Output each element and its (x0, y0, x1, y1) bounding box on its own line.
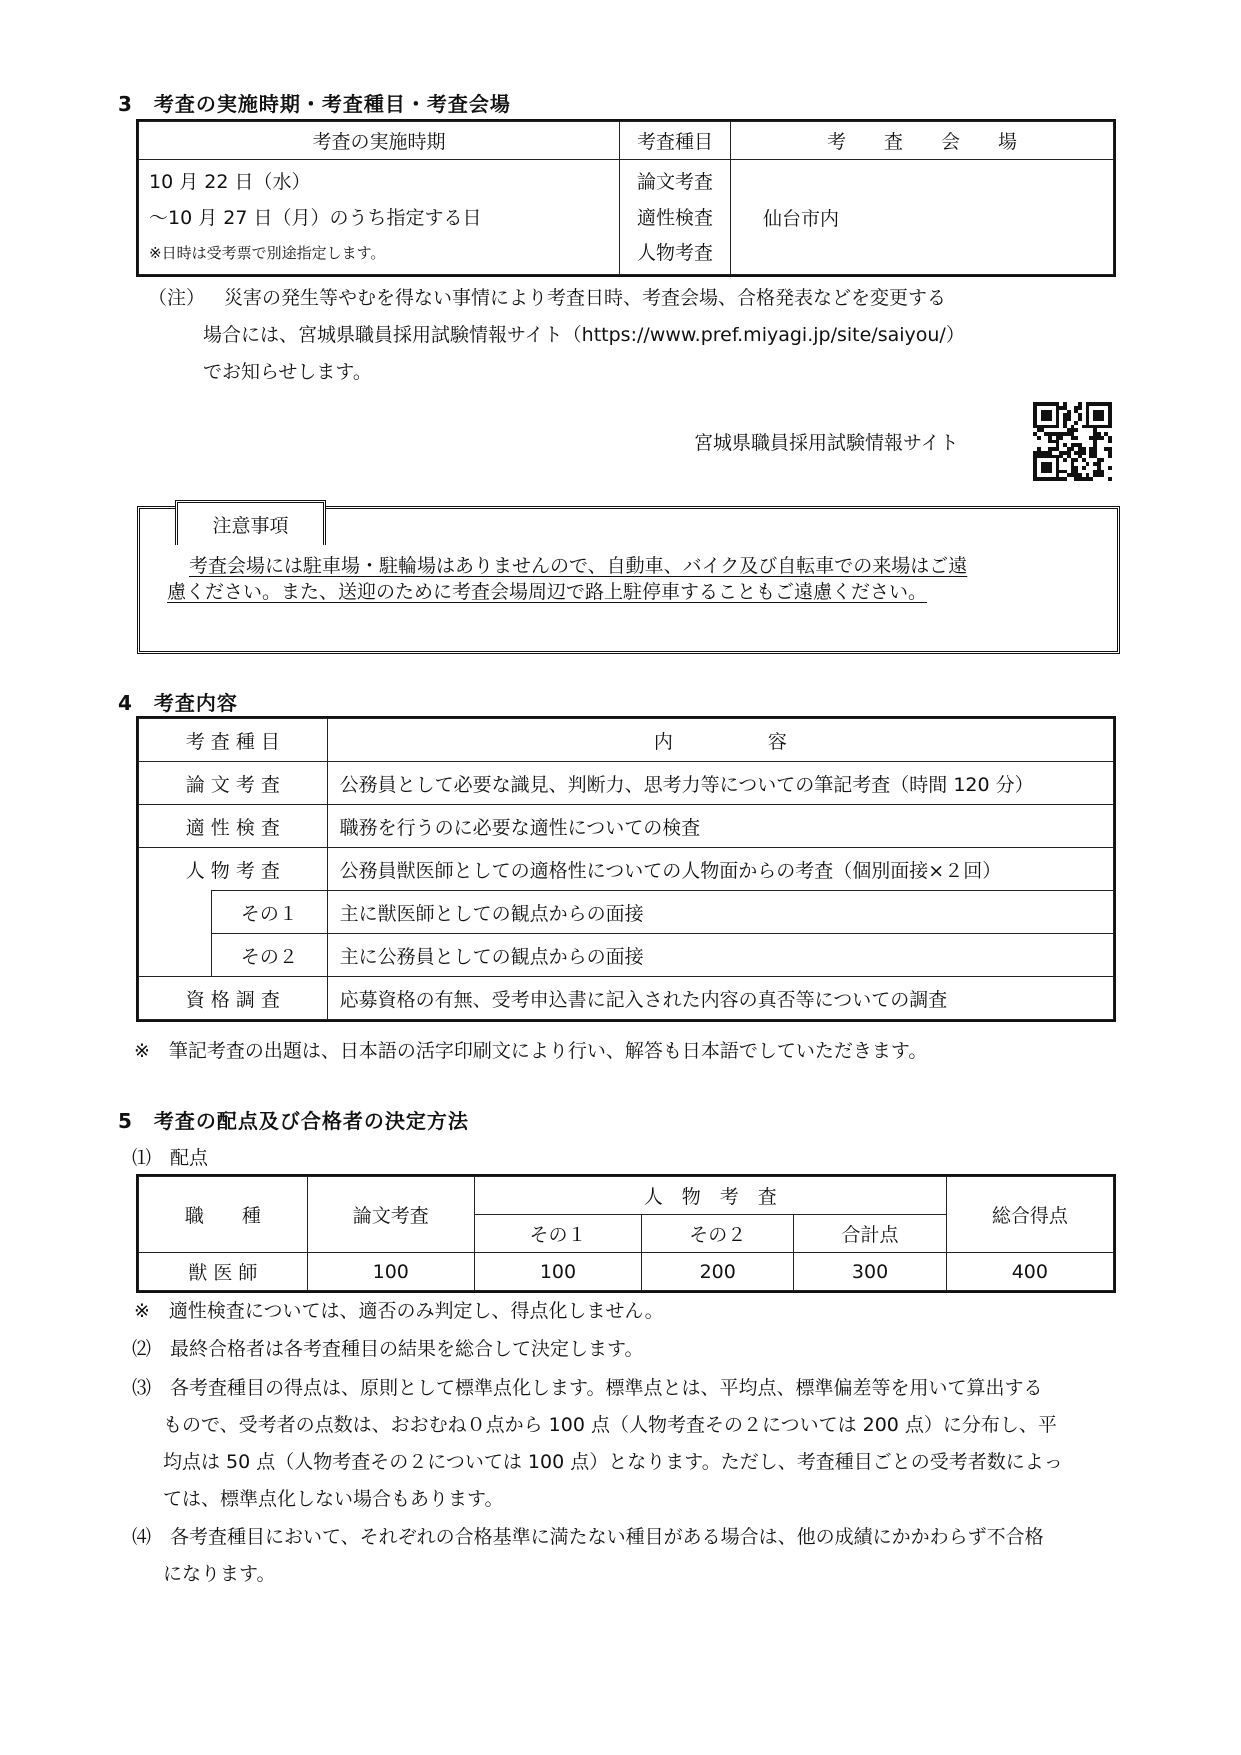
score-essay: 100 (307, 1253, 474, 1291)
schedule-head-period: 考査の実施時期 (139, 122, 620, 160)
score-head-sum: 合計点 (794, 1215, 946, 1253)
notice-title: 注意事項 (175, 500, 326, 545)
row-essay-label: 論 文 考 査 (139, 762, 328, 805)
row-interview-label: 人 物 考 査 (139, 848, 328, 891)
note-line-3: でお知らせします。 (203, 361, 372, 383)
period-line-1: 10 月 22 日（水） (149, 171, 311, 193)
content-head-type: 考 査 種 目 (139, 719, 328, 762)
row-aptitude-label: 適 性 検 査 (139, 805, 328, 848)
section5-p3-line4: ては、標準点化しない場合もあります。 (163, 1488, 504, 1510)
score-head-sub1: その１ (474, 1215, 641, 1253)
row-sub1-content: 主に獣医師としての観点からの面接 (327, 891, 1113, 934)
type-essay: 論文考査 (636, 171, 713, 193)
score-job: 獣 医 師 (139, 1253, 308, 1291)
notice-line-1: 考査会場には駐車場・駐輪場はありませんので、自動車、バイク及び自転車での来場はご遠 (189, 555, 968, 577)
section4-footnote: ※ 筆記考査の出題は、日本語の活字印刷文により行い、解答も日本語でしていただきます。 (134, 1040, 928, 1062)
score-head-person: 人 物 考 査 (474, 1177, 946, 1215)
score-total: 400 (946, 1253, 1113, 1291)
section4-heading: 4 考査内容 (118, 691, 238, 715)
section5-heading: 5 考査の配点及び合格者の決定方法 (118, 1109, 469, 1133)
row-aptitude-content: 職務を行うのに必要な適性についての検査 (327, 805, 1113, 848)
score-sub2: 200 (642, 1253, 794, 1291)
score-sum: 300 (794, 1253, 946, 1291)
note-line-1: 災害の発生等やむを得ない事情により考査日時、考査会場、合格発表などを変更する (224, 287, 947, 309)
section3-heading: 3 考査の実施時期・考査種目・考査会場 (118, 92, 511, 116)
venue: 仙台市内 (731, 160, 1114, 275)
section5-p2: ⑵ 最終合格者は各考査種目の結果を総合して決定します。 (132, 1338, 644, 1360)
row-sub2-content: 主に公務員としての観点からの面接 (327, 934, 1113, 977)
section5-p4-line1: ⑷ 各考査種目において、それぞれの合格基準に満たない種目がある場合は、他の成績にかかわらず不合格 (132, 1526, 1044, 1548)
schedule-table (138, 121, 1114, 275)
qr-caption: 宮城県職員採用試験情報サイト (694, 432, 959, 454)
row-qualification-content: 応募資格の有無、受考申込書に記入された内容の真否等についての調査 (327, 977, 1113, 1020)
schedule-head-venue: 考 査 会 場 (731, 122, 1114, 160)
type-interview: 人物考査 (636, 242, 713, 264)
row-sub1-label: その１ (212, 891, 328, 934)
section5-sub1: ⑴ 配点 (132, 1147, 209, 1169)
row-qualification-label: 資 格 調 査 (139, 977, 328, 1020)
score-head-sub2: その２ (642, 1215, 794, 1253)
type-aptitude: 適性検査 (636, 207, 713, 229)
note-line-2: 場合には、宮城県職員採用試験情報サイト（https://www.pref.miyagi.jp/site/saiyou/） (203, 324, 965, 346)
section5-p3-line1: ⑶ 各考査種目の得点は、原則として標準点化します。標準点とは、平均点、標準偏差等を用いて算出する (132, 1377, 1043, 1399)
score-table (138, 1176, 1114, 1291)
score-head-total: 総合得点 (946, 1177, 1113, 1253)
score-head-job: 職 種 (139, 1177, 308, 1253)
content-table (138, 718, 1114, 1020)
period-line-2: ～10 月 27 日（月）のうち指定する日 (149, 207, 482, 229)
row-interview-content: 公務員獣医師としての適格性についての人物面からの考査（個別面接×２回） (327, 848, 1113, 891)
qr-code-icon[interactable] (1033, 402, 1112, 481)
section5-p4-line2: になります。 (163, 1563, 276, 1585)
row-essay-content: 公務員として必要な識見、判断力、思考力等についての筆記考査（時間 120 分） (327, 762, 1113, 805)
section5-p3-line3: 均点は 50 点（人物考査その２については 100 点）となります。ただし、考査種目ごとの受考者数によっ (163, 1451, 1063, 1473)
schedule-head-type: 考査種目 (620, 122, 731, 160)
period-note: ※日時は受考票で別途指定します。 (149, 244, 386, 262)
section5-note1: ※ 適性検査については、適否のみ判定し、得点化しません。 (134, 1300, 664, 1322)
section5-p3-line2: もので、受考者の点数は、おおむね０点から 100 点（人物考査その２については 200 点）に分布し、平 (163, 1414, 1057, 1436)
score-sub1: 100 (474, 1253, 641, 1291)
notice-line-2: 慮ください。また、送迎のために考査会場周辺で路上駐停車することもご遠慮ください。 (167, 581, 928, 603)
content-head-content: 内 容 (327, 719, 1113, 762)
note-label: （注） (148, 287, 206, 309)
score-head-essay: 論文考査 (307, 1177, 474, 1253)
row-sub2-label: その２ (212, 934, 328, 977)
